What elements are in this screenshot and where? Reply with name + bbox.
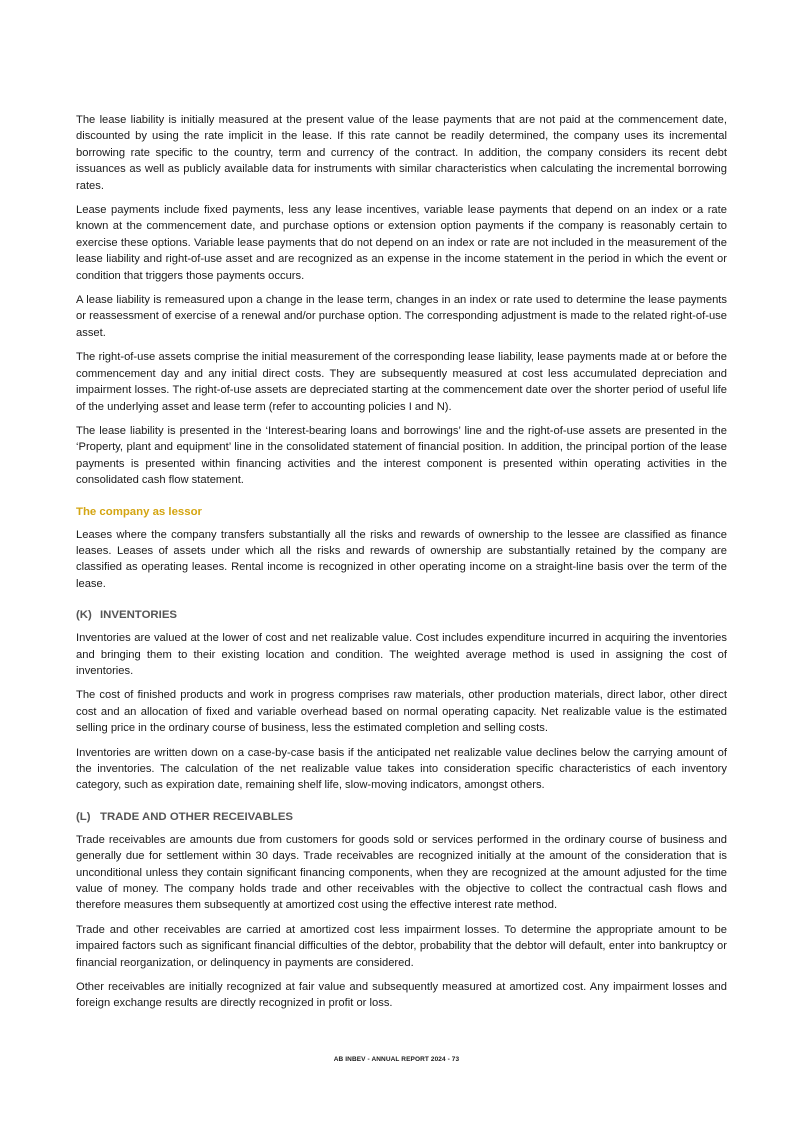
receivables-title: TRADE AND OTHER RECEIVABLES xyxy=(100,810,294,823)
receivables-heading xyxy=(76,810,727,825)
lessor-heading: The company as lessor xyxy=(76,505,202,518)
inventories-heading xyxy=(76,608,727,623)
inventories-letter: (K) xyxy=(76,609,92,622)
page-footer: AB INBEV - ANNUAL REPORT 2024 - 73 xyxy=(333,1056,460,1063)
lessee-paragraph-4: The right-of-use assets comprise the initial measurement of the corresponding lease liability, lease payments made at or before the commencement day and any initial direct costs. They are subsequently measured at cost less accumulated depreciation and impairment losses. The right-of-use assets are depreciated starting at the commencement date over the shorter period of useful life of the underlying asset and lease term (refer to accounting policies I and N). xyxy=(76,351,727,413)
inventories-paragraph-3: Inventories are written down on a case-by-case basis if the anticipated net realizable value declines below the carrying amount of the inventories. The calculation of the net realizable value takes into consideration specific characteristics of each inventory category, such as expiration date, remaining shelf life, slow-moving indicators, amongst others. xyxy=(76,746,727,792)
receivables-paragraph-2: Trade and other receivables are carried at amortized cost less impairment losses. To determine the appropriate amount to be impaired factors such as significant financial difficulties of the debtor, probability that the debtor will default, enter into bankruptcy or financial reorganization, or delinquency in payments are considered. xyxy=(76,923,727,969)
receivables-letter: (L) xyxy=(76,810,91,823)
lessor-paragraph-1: Leases where the company transfers substantially all the risks and rewards of ownership to the lessee are classified as finance leases. Leases of assets under which all the risks and rewards of ownership are substantially retained by the company are classified as operating leases. Rental income is recognized in other operating income on a straight-line basis over the term of the lease. xyxy=(76,528,727,590)
inventories-title: INVENTORIES xyxy=(100,609,178,622)
inventories-paragraph-2: The cost of finished products and work in progress comprises raw materials, other production materials, direct labor, other direct cost and an allocation of fixed and variable overhead based on normal operating capacity. Net realizable value is the estimated selling price in the ordinary course of business, less the estimated completion and selling costs. xyxy=(76,689,727,735)
page-content xyxy=(76,112,727,1020)
lessee-paragraph-1: The lease liability is initially measured at the present value of the lease payments that are not paid at the commencement date, discounted by using the rate implicit in the lease. If this rate cannot be readily determined, the company uses its incremental borrowing rate specific to the country, term and currency of the contract. In addition, the company considers its recent debt issuances as well as publicly available data for instruments with similar characteristics when calculating the incremental borrowing rates. xyxy=(76,114,727,192)
receivables-paragraph-3: Other receivables are initially recognized at fair value and subsequently measured at amortized cost. Any impairment losses and foreign exchange results are directly recognized in profit or loss. xyxy=(76,981,727,1010)
lessee-paragraph-5: The lease liability is presented in the ‘Interest-bearing loans and borrowings’ line and the right-of-use assets are presented in the ‘Property, plant and equipment’ line in the consolidated statement of financial position. In addition, the principal portion of the lease payments is presented within financing activities and the interest component is presented within operating activities in the consolidated cash flow statement. xyxy=(76,424,727,487)
lessee-paragraph-2: Lease payments include fixed payments, less any lease incentives, variable lease payments that depend on an index or a rate known at the commencement date, and purchase options or extension option payments if the company is reasonably certain to exercise these options. Variable lease payments that do not depend on an index or rate are not included in the measurement of the lease liability and right-of-use asset and are recognized as an expense in the income statement in the period in which the event or condition that triggers those payments occurs. xyxy=(76,204,727,282)
receivables-paragraph-1: Trade receivables are amounts due from customers for goods sold or services performed in the ordinary course of business and generally due for settlement within 30 days. Trade receivables are recognized initially at the amount of the consideration that is unconditional unless they contain significant financing components, when they are recognized at the amount adjusted for the time value of money. The company holds trade and other receivables with the objective to collect the contractual cash flows and therefore measures them subsequently at amortized cost using the effective interest rate method. xyxy=(76,833,727,912)
inventories-paragraph-1: Inventories are valued at the lower of cost and net realizable value. Cost includes expenditure incurred in acquiring the inventories and bringing them to their existing location and condition. The weighted average method is used in assigning the cost of inventories. xyxy=(76,632,727,677)
lessee-paragraph-3: A lease liability is remeasured upon a change in the lease term, changes in an index or rate used to determine the lease payments or reassessment of exercise of a renewal and/or purchase option. The corresponding adjustment is made to the related right-of-use asset. xyxy=(76,294,727,339)
